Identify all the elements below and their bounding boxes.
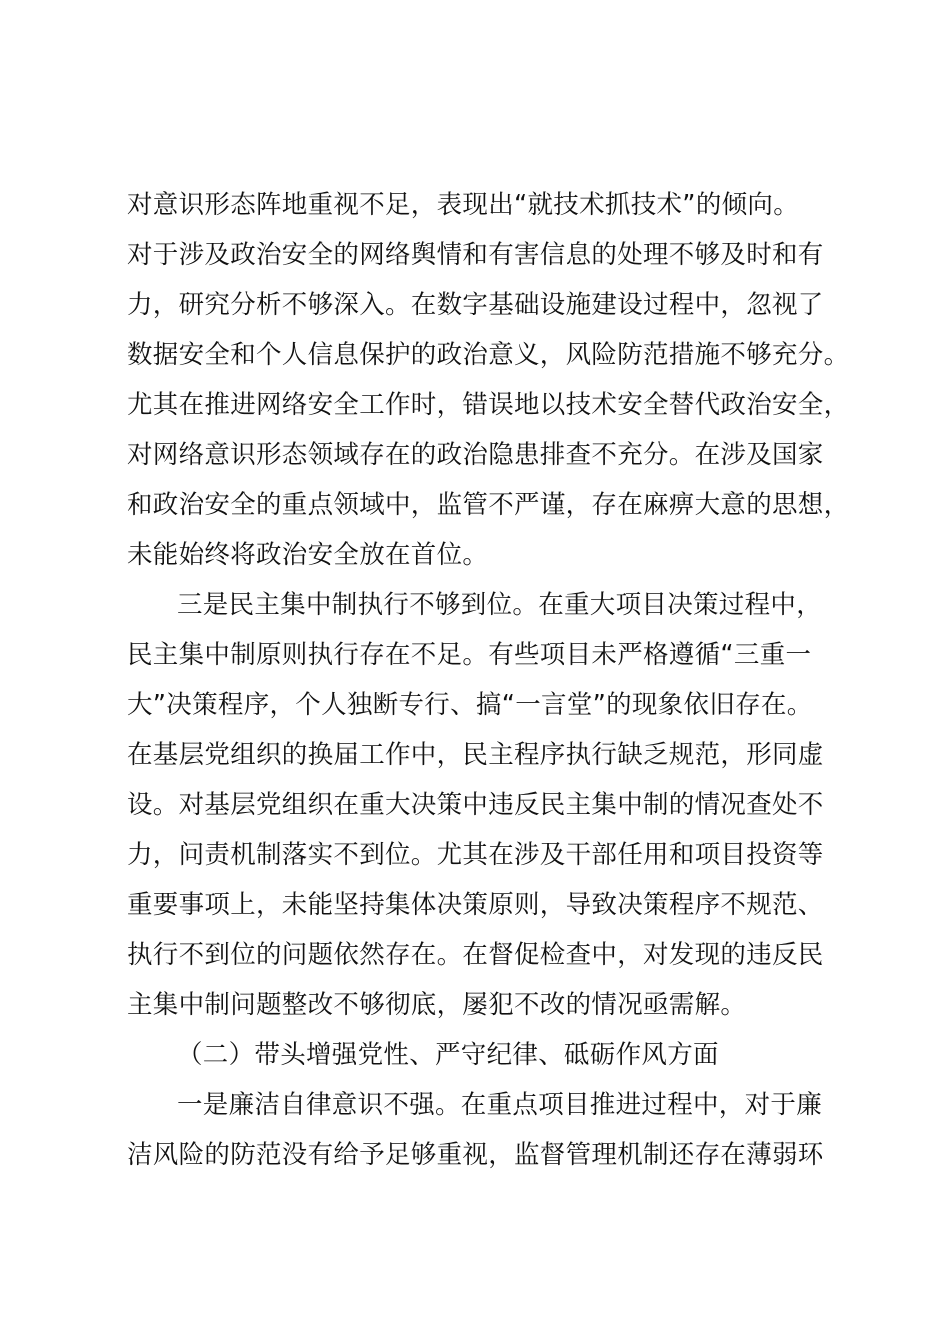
paragraph-first-line: 三是民主集中制执行不够到位。在重大项目决策过程中， <box>177 590 823 620</box>
paragraph-line: 民主集中制原则执行存在不足。有些项目未严格遵循“三重一 <box>127 640 812 670</box>
paragraph-line: 对意识形态阵地重视不足，表现出“就技术抓技术”的倾向。 <box>127 190 800 220</box>
paragraph-line: 尤其在推进网络安全工作时，错误地以技术安全替代政治安全， <box>127 390 850 420</box>
paragraph-line: 对网络意识形态领域存在的政治隐患排查不充分。在涉及国家 <box>127 440 824 470</box>
paragraph-line: 大”决策程序，个人独断专行、搞“一言堂”的现象依旧存在。 <box>127 690 813 720</box>
paragraph-line: 未能始终将政治安全放在首位。 <box>127 540 489 570</box>
paragraph-line: 在基层党组织的换届工作中，民主程序执行缺乏规范，形同虚 <box>127 740 824 770</box>
paragraph-line: 力，研究分析不够深入。在数字基础设施建设过程中，忽视了 <box>127 290 824 320</box>
paragraph-line: 设。对基层党组织在重大决策中违反民主集中制的情况查处不 <box>127 790 824 820</box>
paragraph-line: 执行不到位的问题依然存在。在督促检查中，对发现的违反民 <box>127 940 824 970</box>
paragraph-line: 洁风险的防范没有给予足够重视，监督管理机制还存在薄弱环 <box>127 1140 824 1170</box>
paragraph-line: 主集中制问题整改不够彻底，屡犯不改的情况亟需解。 <box>127 990 747 1020</box>
paragraph-line: 数据安全和个人信息保护的政治意义，风险防范措施不够充分。 <box>127 340 850 370</box>
paragraph-line: 力，问责机制落实不到位。尤其在涉及干部任用和项目投资等 <box>127 840 824 870</box>
paragraph-line: 和政治安全的重点领域中，监管不严谨，存在麻痹大意的思想， <box>127 490 850 520</box>
paragraph-first-line: 一是廉洁自律意识不强。在重点项目推进过程中，对于廉 <box>177 1090 823 1120</box>
paragraph-line: 重要事项上，未能坚持集体决策原则，导致决策程序不规范、 <box>127 890 824 920</box>
section-heading: （二）带头增强党性、严守纪律、砥砺作风方面 <box>177 1040 719 1070</box>
paragraph-line: 对于涉及政治安全的网络舆情和有害信息的处理不够及时和有 <box>127 240 824 270</box>
